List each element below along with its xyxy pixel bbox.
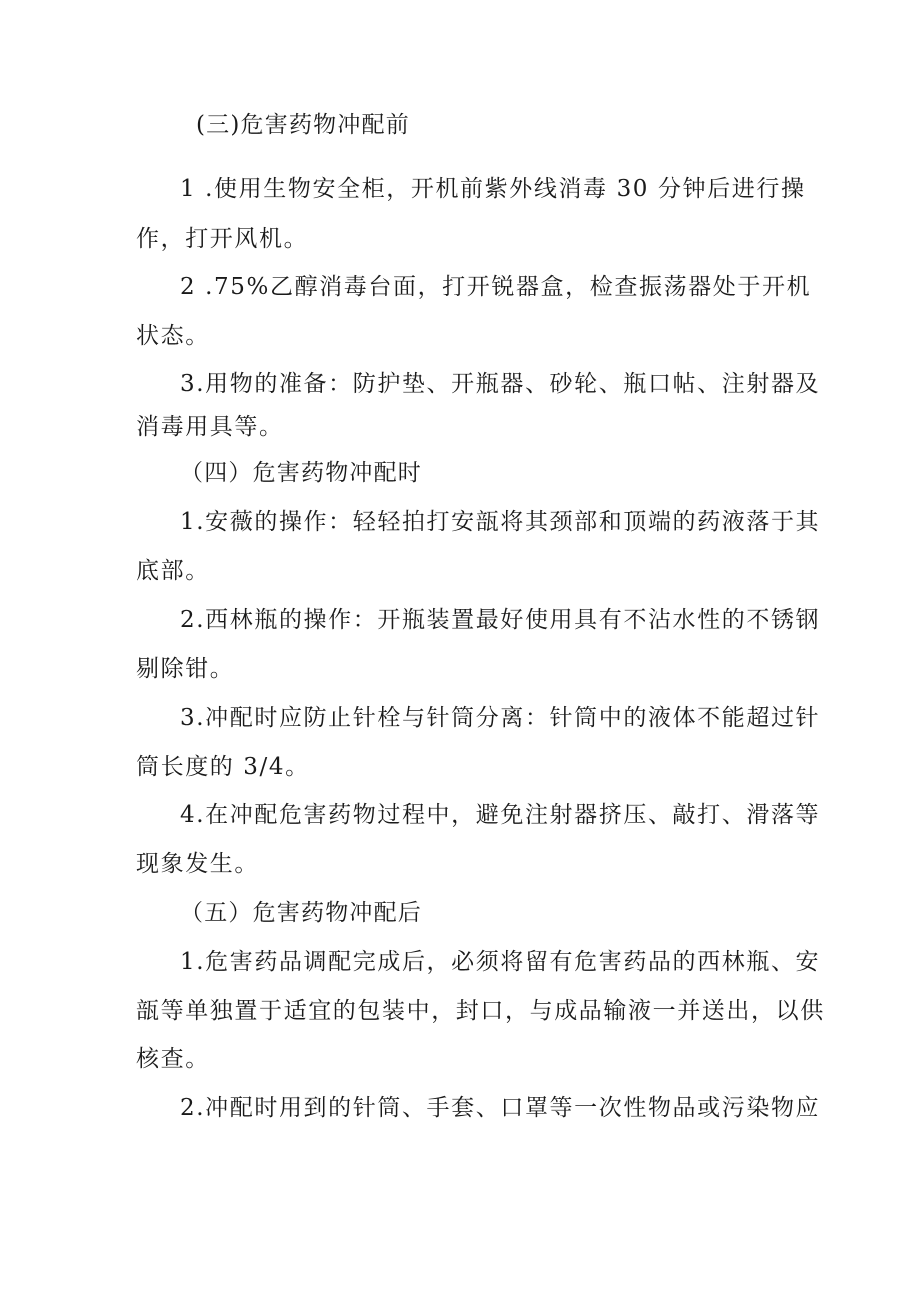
section-5-item-1-line-3: 核查。	[136, 1046, 210, 1072]
section-4-heading: （四）危害药物冲配时	[180, 460, 422, 486]
section-4-item-3-line-1: 3.冲配时应防止针栓与针筒分离：针筒中的液体不能超过针	[180, 705, 821, 731]
section-3-item-3-line-1: 3.用物的准备：防护垫、开瓶器、砂轮、瓶口帖、注射器及	[180, 371, 821, 397]
section-3-item-2-line-1: 2 .75%乙醇消毒台面，打开锐器盒，检查振荡器处于开机	[180, 274, 812, 300]
section-4-item-4-line-2: 现象发生。	[136, 851, 259, 877]
section-4-item-1-line-1: 1.安薇的操作：轻轻拍打安瓿将其颈部和顶端的药液落于其	[180, 509, 821, 535]
section-3-item-3-line-2: 消毒用具等。	[136, 414, 284, 440]
section-3-item-2-line-2: 状态。	[136, 323, 210, 349]
section-4-item-1-line-2: 底部。	[136, 558, 210, 584]
section-4-item-2-line-2: 剔除钳。	[136, 656, 235, 682]
section-3-item-1-line-2: 作，打开风机。	[136, 226, 309, 252]
section-4-item-2-line-1: 2.西林瓶的操作：开瓶装置最好使用具有不沾水性的不锈钢	[180, 607, 821, 633]
section-4-item-4-line-1: 4.在冲配危害药物过程中，避免注射器挤压、敲打、滑落等	[180, 802, 821, 828]
section-4-item-3-line-2: 筒长度的 3/4。	[136, 754, 310, 780]
section-5-item-1-line-2: 瓿等单独置于适宜的包装中，封口，与成品输液一并送出，以供	[136, 998, 825, 1024]
section-5-heading: （五）危害药物冲配后	[180, 900, 422, 926]
section-5-item-2-line-1: 2.冲配时用到的针筒、手套、口罩等一次性物品或污染物应	[180, 1095, 821, 1121]
section-3-heading: (三)危害药物冲配前	[196, 112, 410, 138]
section-5-item-1-line-1: 1.危害药品调配完成后，必须将留有危害药品的西林瓶、安	[180, 949, 821, 975]
section-3-item-1-line-1: 1 .使用生物安全柜，开机前紫外线消毒 30 分钟后进行操	[180, 176, 806, 202]
